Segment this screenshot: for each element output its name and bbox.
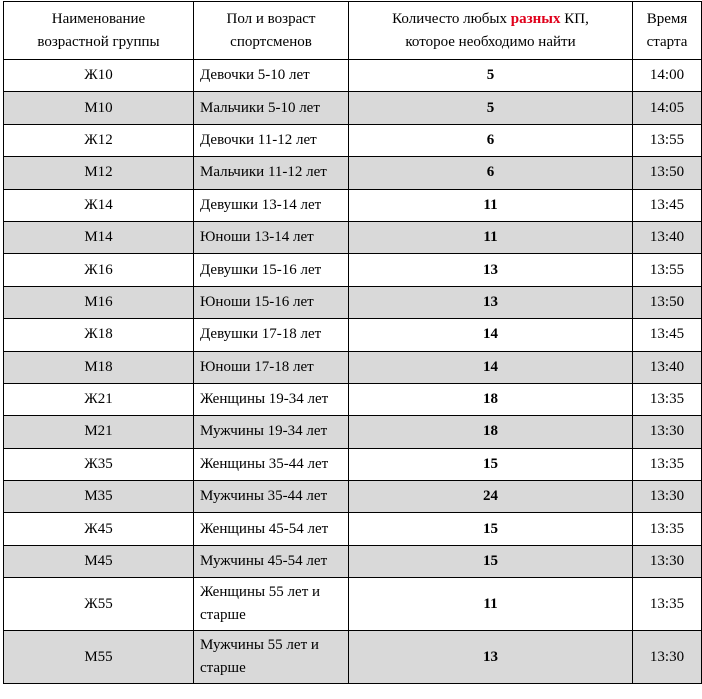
start-time-cell: 13:50 — [633, 157, 702, 189]
table-row — [4, 351, 702, 383]
table-header-row — [4, 2, 702, 60]
group-cell: Ж55 — [4, 578, 194, 631]
table-row — [4, 481, 702, 513]
description-text: Мальчики 5-10 лет — [200, 99, 320, 116]
group-cell: М14 — [4, 221, 194, 253]
start-time-cell: 14:00 — [633, 60, 702, 92]
start-time-cell: 13:55 — [633, 254, 702, 286]
start-time-cell: 13:35 — [633, 448, 702, 480]
header-time-line2: старта — [646, 33, 688, 50]
table-row — [4, 416, 702, 448]
description-cell — [194, 448, 349, 480]
group-cell: Ж35 — [4, 448, 194, 480]
start-time-cell: 13:45 — [633, 319, 702, 351]
count-cell: 15 — [349, 513, 633, 545]
start-time-cell: 14:05 — [633, 92, 702, 124]
description-cell — [194, 351, 349, 383]
description-text: Девочки 5-10 лет — [200, 67, 310, 84]
table-row — [4, 254, 702, 286]
description-text: Девушки 13-14 лет — [200, 196, 322, 213]
header-count-highlight: разных — [510, 10, 561, 27]
header-desc-line1: Пол и возраст — [226, 10, 316, 27]
start-time-cell: 13:30 — [633, 545, 702, 577]
description-cell — [194, 545, 349, 577]
description-text: Мужчины 45-54 лет — [200, 553, 328, 570]
header-time-line1: Время — [646, 10, 688, 27]
count-cell: 5 — [349, 92, 633, 124]
group-cell: М18 — [4, 351, 194, 383]
table-row — [4, 383, 702, 415]
description-text-line2: старше — [200, 660, 246, 677]
header-description — [194, 2, 349, 60]
description-cell — [194, 221, 349, 253]
description-text: Женщины 55 лет и — [200, 584, 321, 601]
header-count-pre: Количесто любых — [392, 10, 511, 27]
count-cell: 14 — [349, 319, 633, 351]
count-cell: 24 — [349, 481, 633, 513]
table-row — [4, 60, 702, 92]
table-row — [4, 286, 702, 318]
description-cell — [194, 416, 349, 448]
table-row — [4, 157, 702, 189]
description-cell — [194, 92, 349, 124]
description-cell — [194, 481, 349, 513]
count-cell: 13 — [349, 254, 633, 286]
table-row — [4, 578, 702, 631]
start-time-cell: 13:50 — [633, 286, 702, 318]
description-cell — [194, 383, 349, 415]
table-row — [4, 319, 702, 351]
description-cell — [194, 124, 349, 156]
description-text: Мужчины 55 лет и — [200, 637, 319, 654]
count-cell: 5 — [349, 60, 633, 92]
count-cell: 15 — [349, 448, 633, 480]
count-cell: 11 — [349, 578, 633, 631]
group-cell: Ж18 — [4, 319, 194, 351]
description-text: Девочки 11-12 лет — [200, 131, 317, 148]
header-group-line1: Наименование — [51, 10, 146, 27]
description-text: Девушки 17-18 лет — [200, 326, 322, 343]
group-cell: М45 — [4, 545, 194, 577]
count-cell: 13 — [349, 286, 633, 318]
start-groups-table — [3, 1, 702, 684]
description-text: Женщины 35-44 лет — [200, 455, 329, 472]
group-cell: Ж45 — [4, 513, 194, 545]
header-group — [4, 2, 194, 60]
count-cell: 11 — [349, 221, 633, 253]
start-time-cell: 13:30 — [633, 416, 702, 448]
start-time-cell: 13:55 — [633, 124, 702, 156]
start-time-cell: 13:30 — [633, 631, 702, 684]
start-time-cell: 13:40 — [633, 351, 702, 383]
description-cell — [194, 60, 349, 92]
table-row — [4, 221, 702, 253]
description-cell — [194, 631, 349, 684]
description-text: Юноши 13-14 лет — [200, 229, 314, 246]
group-cell: М35 — [4, 481, 194, 513]
description-cell — [194, 578, 349, 631]
start-time-cell: 13:35 — [633, 513, 702, 545]
group-cell: М16 — [4, 286, 194, 318]
group-cell: Ж10 — [4, 60, 194, 92]
count-cell: 18 — [349, 383, 633, 415]
count-cell: 6 — [349, 124, 633, 156]
header-desc-line2: спортсменов — [230, 33, 312, 50]
start-time-cell: 13:30 — [633, 481, 702, 513]
group-cell: М21 — [4, 416, 194, 448]
description-cell — [194, 157, 349, 189]
start-time-cell: 13:45 — [633, 189, 702, 221]
description-text: Женщины 45-54 лет — [200, 520, 329, 537]
group-cell: М12 — [4, 157, 194, 189]
description-text-line2: старше — [200, 607, 246, 624]
count-cell: 14 — [349, 351, 633, 383]
count-cell: 15 — [349, 545, 633, 577]
count-cell: 18 — [349, 416, 633, 448]
table-row — [4, 189, 702, 221]
description-cell — [194, 286, 349, 318]
group-cell: М55 — [4, 631, 194, 684]
table-row — [4, 513, 702, 545]
count-cell: 11 — [349, 189, 633, 221]
header-start-time — [633, 2, 702, 60]
start-time-cell: 13:35 — [633, 383, 702, 415]
count-cell: 13 — [349, 631, 633, 684]
header-count-post: КП, — [560, 10, 589, 27]
table-row — [4, 92, 702, 124]
description-text: Юноши 17-18 лет — [200, 358, 314, 375]
description-text: Мужчины 35-44 лет — [200, 488, 328, 505]
group-cell: Ж12 — [4, 124, 194, 156]
header-checkpoint-count — [349, 2, 633, 60]
start-time-cell: 13:40 — [633, 221, 702, 253]
description-text: Мужчины 19-34 лет — [200, 423, 328, 440]
description-text: Девушки 15-16 лет — [200, 261, 322, 278]
group-cell: Ж21 — [4, 383, 194, 415]
description-cell — [194, 189, 349, 221]
table-row — [4, 448, 702, 480]
description-text: Юноши 15-16 лет — [200, 293, 314, 310]
group-cell: Ж16 — [4, 254, 194, 286]
description-text: Женщины 19-34 лет — [200, 391, 329, 408]
table-row — [4, 124, 702, 156]
header-count-line2: которое необходимо найти — [405, 33, 576, 50]
description-cell — [194, 254, 349, 286]
description-cell — [194, 513, 349, 545]
group-cell: М10 — [4, 92, 194, 124]
header-group-line2: возрастной группы — [37, 33, 160, 50]
table-row — [4, 545, 702, 577]
group-cell: Ж14 — [4, 189, 194, 221]
description-cell — [194, 319, 349, 351]
count-cell: 6 — [349, 157, 633, 189]
description-text: Мальчики 11-12 лет — [200, 164, 327, 181]
table-row — [4, 631, 702, 684]
start-time-cell: 13:35 — [633, 578, 702, 631]
